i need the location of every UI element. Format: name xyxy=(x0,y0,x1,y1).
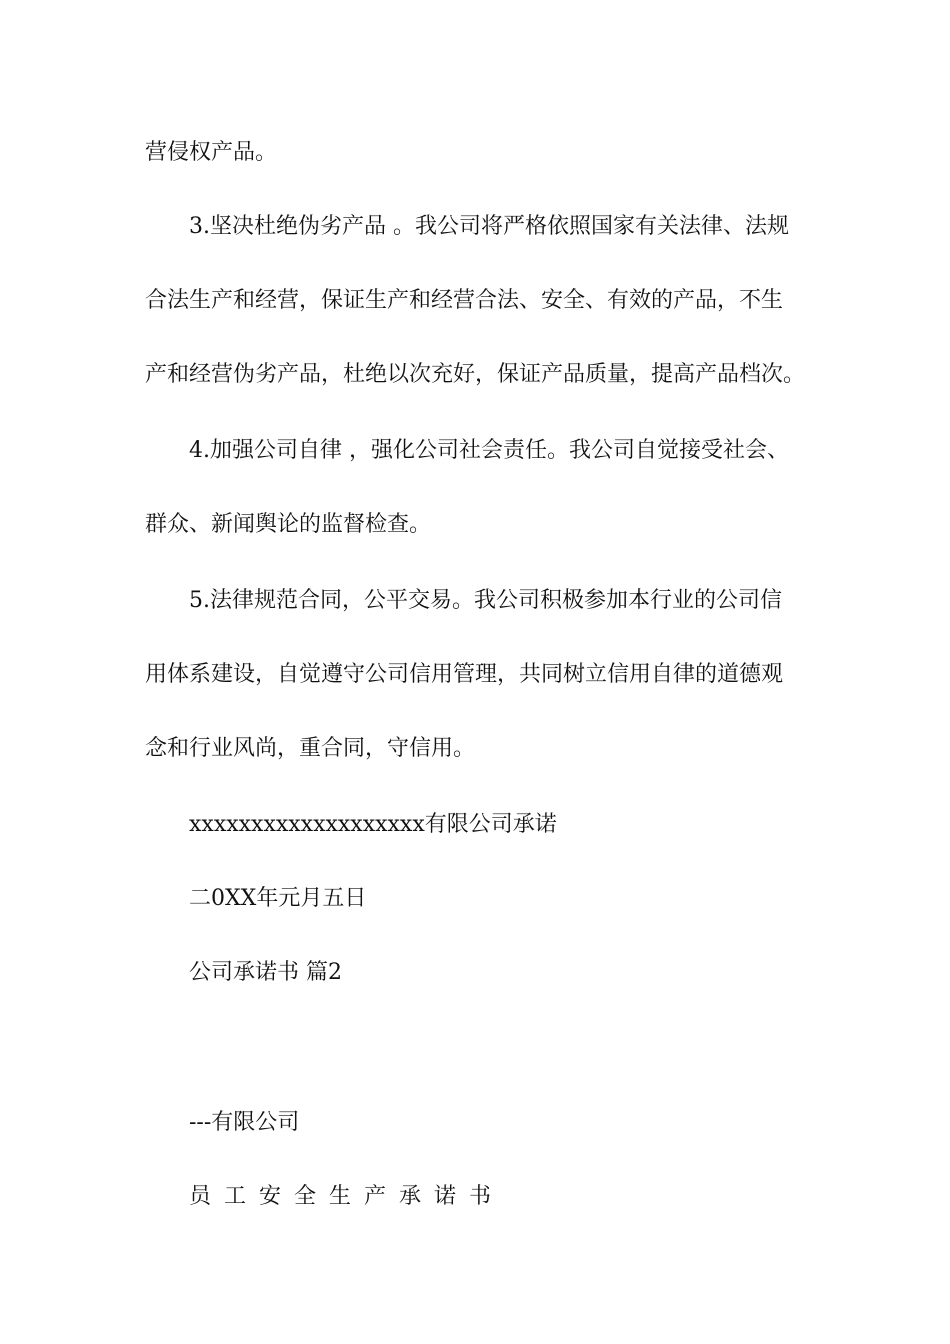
text-line-5: 4.加强公司自律 ，强化公司社会责任。我公司自觉接受社会、 xyxy=(189,438,789,463)
signature-line: xxxxxxxxxxxxxxxxxxx有限公司承诺 xyxy=(189,812,557,837)
text-line-9: 念和行业风尚，重合同，守信用。 xyxy=(145,736,476,761)
text-line-7: 5.法律规范合同，公平交易。我公司积极参加本行业的公司信 xyxy=(189,588,782,613)
text-line-8: 用体系建设，自觉遵守公司信用管理，共同树立信用自律的道德观 xyxy=(145,662,784,687)
text-line-6: 群众、新闻舆论的监督检查。 xyxy=(145,512,432,537)
text-line-4: 产和经营伪劣产品，杜绝以次充好，保证产品质量，提高产品档次。 xyxy=(145,362,806,387)
company-name-line: ---有限公司 xyxy=(189,1110,300,1135)
date-line: 二0XX年元月五日 xyxy=(189,886,367,911)
document-title: 员工安全生产承诺书 xyxy=(189,1184,505,1209)
text-line-1: 营侵权产品。 xyxy=(145,140,278,165)
text-line-3: 合法生产和经营，保证生产和经营合法、安全、有效的产品，不生 xyxy=(145,288,784,313)
section-heading: 公司承诺书 篇2 xyxy=(189,960,342,985)
text-line-2: 3.坚决杜绝伪劣产品 。我公司将严格依照国家有关法律、法规 xyxy=(189,214,789,239)
